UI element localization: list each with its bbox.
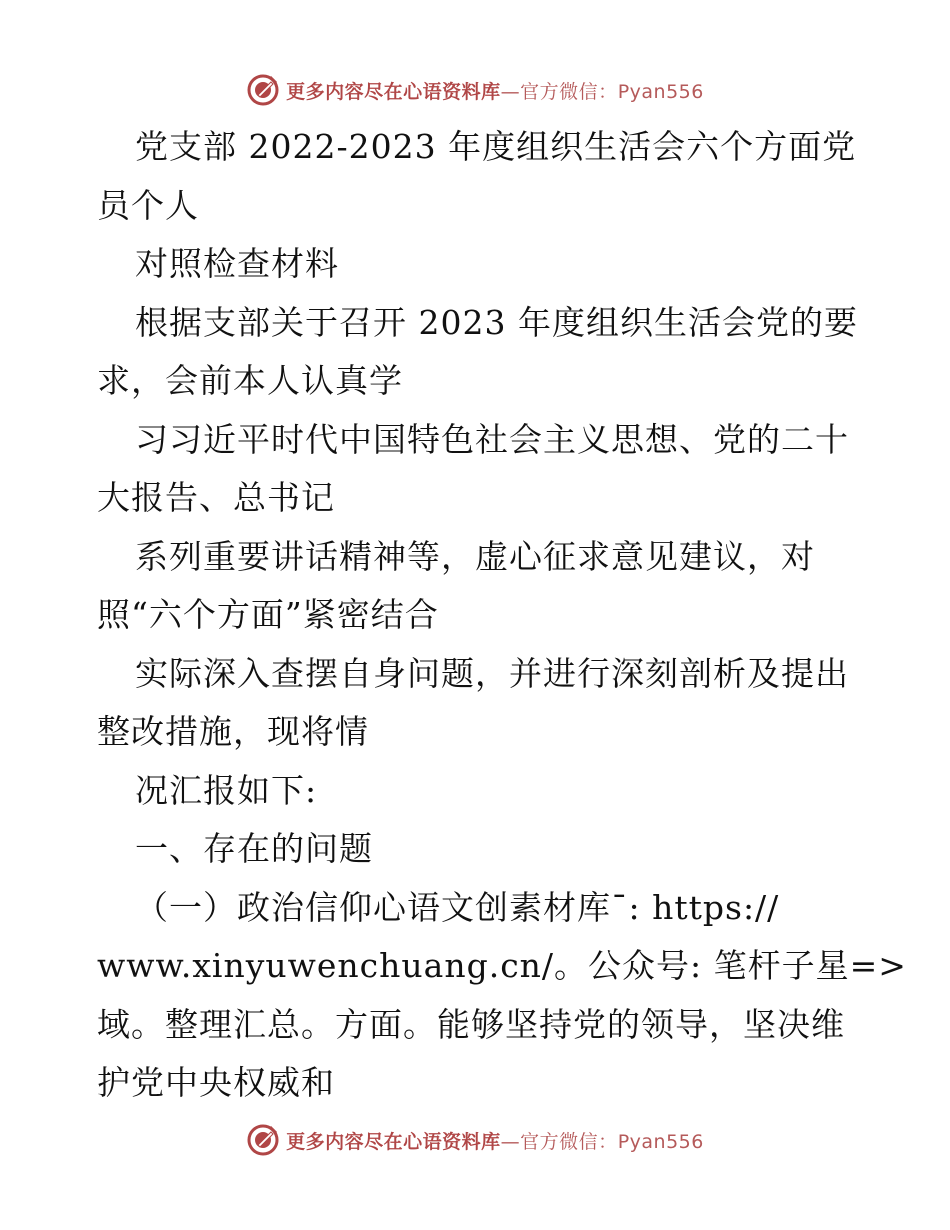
document-body <box>97 118 907 1113</box>
stamp-pen-logo-icon <box>246 73 280 107</box>
paragraph-line: 根据支部关于召开 2023 年度组织生活会党的要 <box>135 302 858 342</box>
paragraph-line: 实际深入查摆自身问题，并进行深刻剖析及提出 <box>135 653 849 693</box>
paragraph-line: 大报告、总书记 <box>97 478 335 517</box>
banner-wechat-id: Pyan556 <box>617 1130 704 1153</box>
banner-main-text: 更多内容尽在心语资料库 <box>286 80 501 103</box>
paragraph-line: 域。整理汇总。方面。能够坚持党的领导，坚决维 <box>97 1004 845 1044</box>
footer-watermark-banner <box>0 1120 950 1160</box>
paragraph-line: 系列重要讲话精神等，虚心征求意见建议，对 <box>135 536 815 576</box>
paragraph-line: www.xinyuwenchuang.cn/。公众号: 笔杆子星=> <box>97 946 907 985</box>
paragraph-line: 况汇报如下: <box>135 770 318 810</box>
banner-wechat-label: 官方微信： <box>520 1130 618 1153</box>
paragraph-line: 护党中央权威和 <box>97 1063 335 1102</box>
banner-wechat-label: 官方微信： <box>520 80 618 103</box>
paragraph-line: 求，会前本人认真学 <box>97 361 403 400</box>
stamp-pen-logo-icon <box>246 1123 280 1157</box>
paragraph-line: 整改措施，现将情 <box>97 712 369 751</box>
paragraph-line: 照“六个方面”紧密结合 <box>97 595 439 634</box>
banner-main-text: 更多内容尽在心语资料库 <box>286 1130 501 1153</box>
header-watermark-banner <box>0 70 950 110</box>
banner-dash: — <box>500 1130 521 1153</box>
subsection-line: （一）政治信仰心语文创素材库¯: https:// <box>135 887 780 927</box>
doc-title-line-1: 党支部 2022-2023 年度组织生活会六个方面党 <box>135 127 857 166</box>
doc-subtitle: 对照检查材料 <box>135 244 339 283</box>
banner-wechat-id: Pyan556 <box>617 80 704 103</box>
banner-dash: — <box>500 80 521 103</box>
paragraph-line: 习习近平时代中国特色社会主义思想、党的二十 <box>135 419 849 459</box>
doc-title-line-2: 员个人 <box>97 185 199 225</box>
section-heading: 一、存在的问题 <box>135 829 373 868</box>
